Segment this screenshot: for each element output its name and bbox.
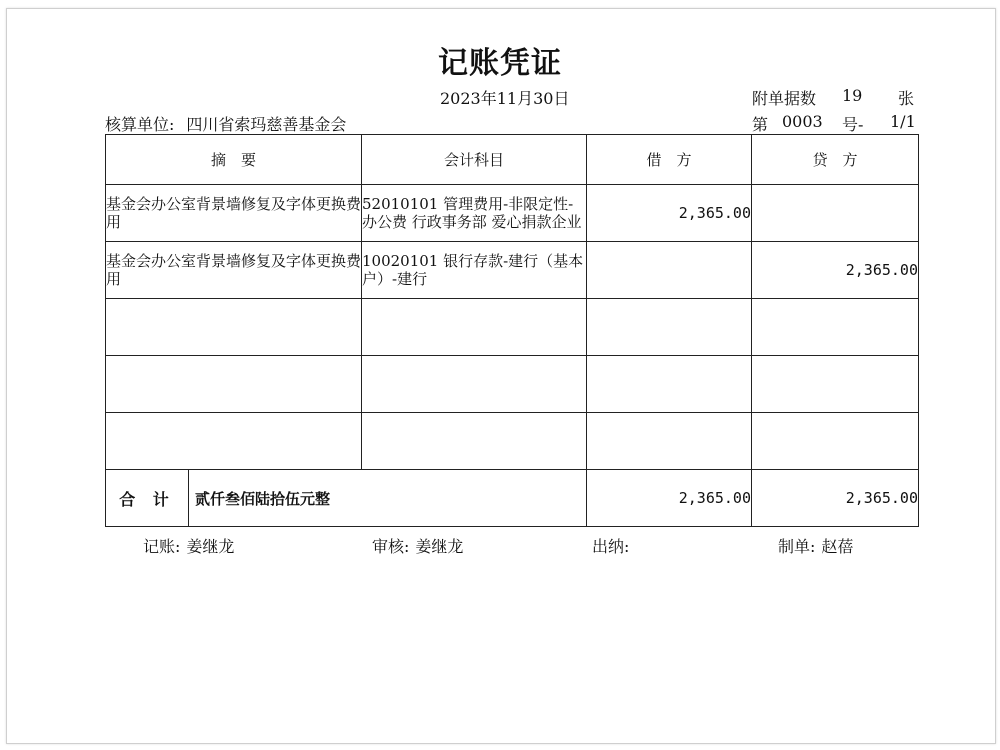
- accounting-unit: [105, 112, 346, 135]
- row-summary: [106, 413, 362, 470]
- row-credit: 2,365.00: [752, 242, 919, 299]
- row-summary: 基金会办公室背景墙修复及字体更换费用: [106, 185, 362, 242]
- row-account: 52010101 管理费用-非限定性-办公费 行政事务部 爱心捐款企业: [362, 185, 587, 242]
- row-debit: 2,365.00: [587, 185, 752, 242]
- row-credit: [752, 356, 919, 413]
- row-debit: [587, 242, 752, 299]
- voucher-number-prefix: 第: [752, 115, 769, 134]
- unit-name: 四川省索玛慈善基金会: [186, 115, 347, 134]
- header-summary: 摘 要: [106, 135, 362, 185]
- voucher-number-suffix: 号-: [842, 115, 864, 134]
- total-label: 合 计: [119, 489, 175, 509]
- row-summary: [106, 356, 362, 413]
- table-row: [106, 413, 919, 470]
- row-credit: [752, 413, 919, 470]
- reviewer-name: 姜继龙: [415, 537, 464, 556]
- bookkeeper-name: 姜继龙: [186, 537, 235, 556]
- reviewer-signature: [372, 534, 463, 557]
- row-debit: [587, 299, 752, 356]
- preparer-name: 赵蓓: [821, 537, 854, 556]
- voucher-table: [105, 134, 919, 527]
- row-summary: 基金会办公室背景墙修复及字体更换费用: [106, 242, 362, 299]
- header-account: 会计科目: [362, 135, 587, 185]
- cashier-label: 出纳:: [592, 537, 630, 556]
- table-row: [106, 356, 919, 413]
- bookkeeper-label: 记账:: [143, 537, 181, 556]
- voucher-number-value: 0003: [782, 112, 823, 131]
- row-account: 10020101 银行存款-建行（基本户）-建行: [362, 242, 587, 299]
- attachment-unit: 张: [898, 89, 915, 108]
- row-account: [362, 356, 587, 413]
- row-account: [362, 299, 587, 356]
- table-row: [106, 185, 919, 242]
- preparer-signature: [778, 534, 853, 557]
- voucher-page: 1/1: [890, 112, 916, 131]
- row-credit: [752, 299, 919, 356]
- table-row: [106, 242, 919, 299]
- total-amount-words: 贰仟叁佰陆拾伍元整: [195, 489, 331, 508]
- total-cell: [106, 470, 587, 527]
- header-debit: 借 方: [587, 135, 752, 185]
- total-credit: 2,365.00: [752, 470, 919, 527]
- row-credit: [752, 185, 919, 242]
- reviewer-label: 审核:: [372, 537, 410, 556]
- row-summary: [106, 299, 362, 356]
- table-row: [106, 299, 919, 356]
- row-debit: [587, 356, 752, 413]
- cashier-signature: [592, 534, 635, 557]
- row-debit: [587, 413, 752, 470]
- total-debit: 2,365.00: [587, 470, 752, 527]
- attachment-number: 19: [842, 86, 863, 105]
- header-credit: 贷 方: [752, 135, 919, 185]
- bookkeeper-signature: [143, 534, 234, 557]
- total-row: [106, 470, 919, 527]
- unit-label: 核算单位:: [105, 115, 175, 134]
- row-account: [362, 413, 587, 470]
- voucher-date: 2023年11月30日: [440, 89, 570, 108]
- attachment-label: 附单据数: [752, 89, 817, 108]
- preparer-label: 制单:: [778, 537, 816, 556]
- voucher-title: 记账凭证: [438, 46, 562, 81]
